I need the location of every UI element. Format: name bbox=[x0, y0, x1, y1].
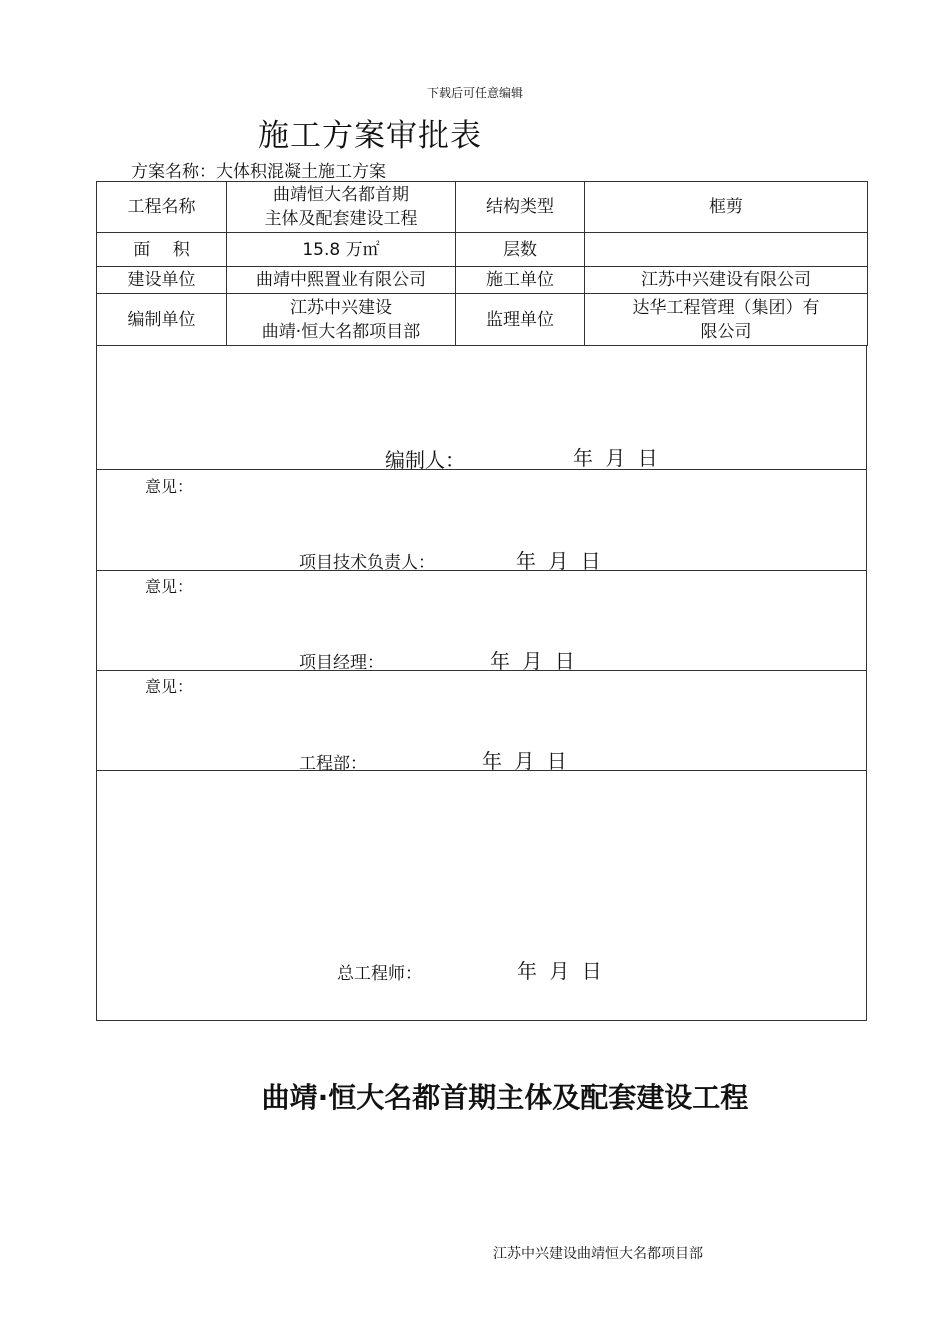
manager-signer-label: 项目经理： bbox=[299, 653, 384, 673]
compiler-unit-line2: 曲靖·恒大名都项目部 bbox=[261, 321, 421, 342]
engineering-signer-label: 工程部： bbox=[299, 754, 367, 774]
developer-value: 曲靖中熙置业有限公司 bbox=[227, 267, 456, 294]
manager-opinion-label: 意见： bbox=[145, 577, 194, 596]
supervisor-label: 监理单位 bbox=[456, 294, 585, 346]
area-label: 面 积 bbox=[97, 233, 227, 267]
project-name-value bbox=[227, 182, 456, 233]
compiler-unit-label: 编制单位 bbox=[97, 294, 227, 346]
compiler-unit-value bbox=[227, 294, 456, 346]
floors-value bbox=[585, 233, 868, 267]
contractor-label: 施工单位 bbox=[456, 267, 585, 294]
plan-name-line: 方案名称：大体积混凝土施工方案 bbox=[131, 162, 386, 182]
header-note: 下载后可任意编辑 bbox=[426, 86, 523, 100]
project-info-table bbox=[96, 181, 868, 346]
area-value: 15.8 万㎡ bbox=[227, 233, 456, 267]
footer-project-title: 曲靖·恒大名都首期主体及配套建设工程 bbox=[261, 1081, 749, 1114]
supervisor-value bbox=[585, 294, 868, 346]
info-row-compiler bbox=[97, 294, 868, 346]
tech-date: 年 月 日 bbox=[516, 549, 601, 573]
chief-signer-label: 总工程师： bbox=[337, 964, 422, 984]
manager-date: 年 月 日 bbox=[490, 649, 575, 673]
contractor-value: 江苏中兴建设有限公司 bbox=[585, 267, 868, 294]
tech-lead-section bbox=[96, 469, 867, 571]
structure-type-value: 框剪 bbox=[585, 182, 868, 233]
engineering-opinion-label: 意见： bbox=[145, 677, 194, 696]
manager-section bbox=[96, 570, 867, 671]
supervisor-line1: 达华工程管理（集团）有 bbox=[632, 297, 820, 318]
chief-engineer-section bbox=[96, 770, 867, 1021]
info-row-area bbox=[97, 233, 868, 267]
project-name-line2: 主体及配套建设工程 bbox=[264, 209, 418, 229]
footer-organization: 江苏中兴建设曲靖恒大名都项目部 bbox=[493, 1246, 703, 1262]
developer-label: 建设单位 bbox=[97, 267, 227, 294]
compiler-unit-line1: 江苏中兴建设 bbox=[290, 297, 392, 318]
info-row-units bbox=[97, 267, 868, 294]
project-name-line1: 曲靖恒大名都首期 bbox=[273, 185, 409, 205]
engineering-section bbox=[96, 670, 867, 774]
supervisor-line2: 限公司 bbox=[700, 321, 752, 342]
floors-label: 层数 bbox=[456, 233, 585, 267]
structure-type-label: 结构类型 bbox=[456, 182, 585, 233]
engineering-date: 年 月 日 bbox=[482, 749, 567, 773]
compiler-section bbox=[96, 345, 867, 470]
chief-date: 年 月 日 bbox=[517, 959, 602, 983]
compiler-signer-label: 编制人： bbox=[385, 448, 465, 472]
form-title: 施工方案审批表 bbox=[258, 118, 482, 154]
tech-signer-label: 项目技术负责人： bbox=[299, 553, 435, 573]
tech-opinion-label: 意见： bbox=[145, 477, 194, 496]
compiler-date: 年 月 日 bbox=[573, 446, 658, 470]
info-row-project bbox=[97, 182, 868, 233]
project-name-label: 工程名称 bbox=[97, 182, 227, 233]
